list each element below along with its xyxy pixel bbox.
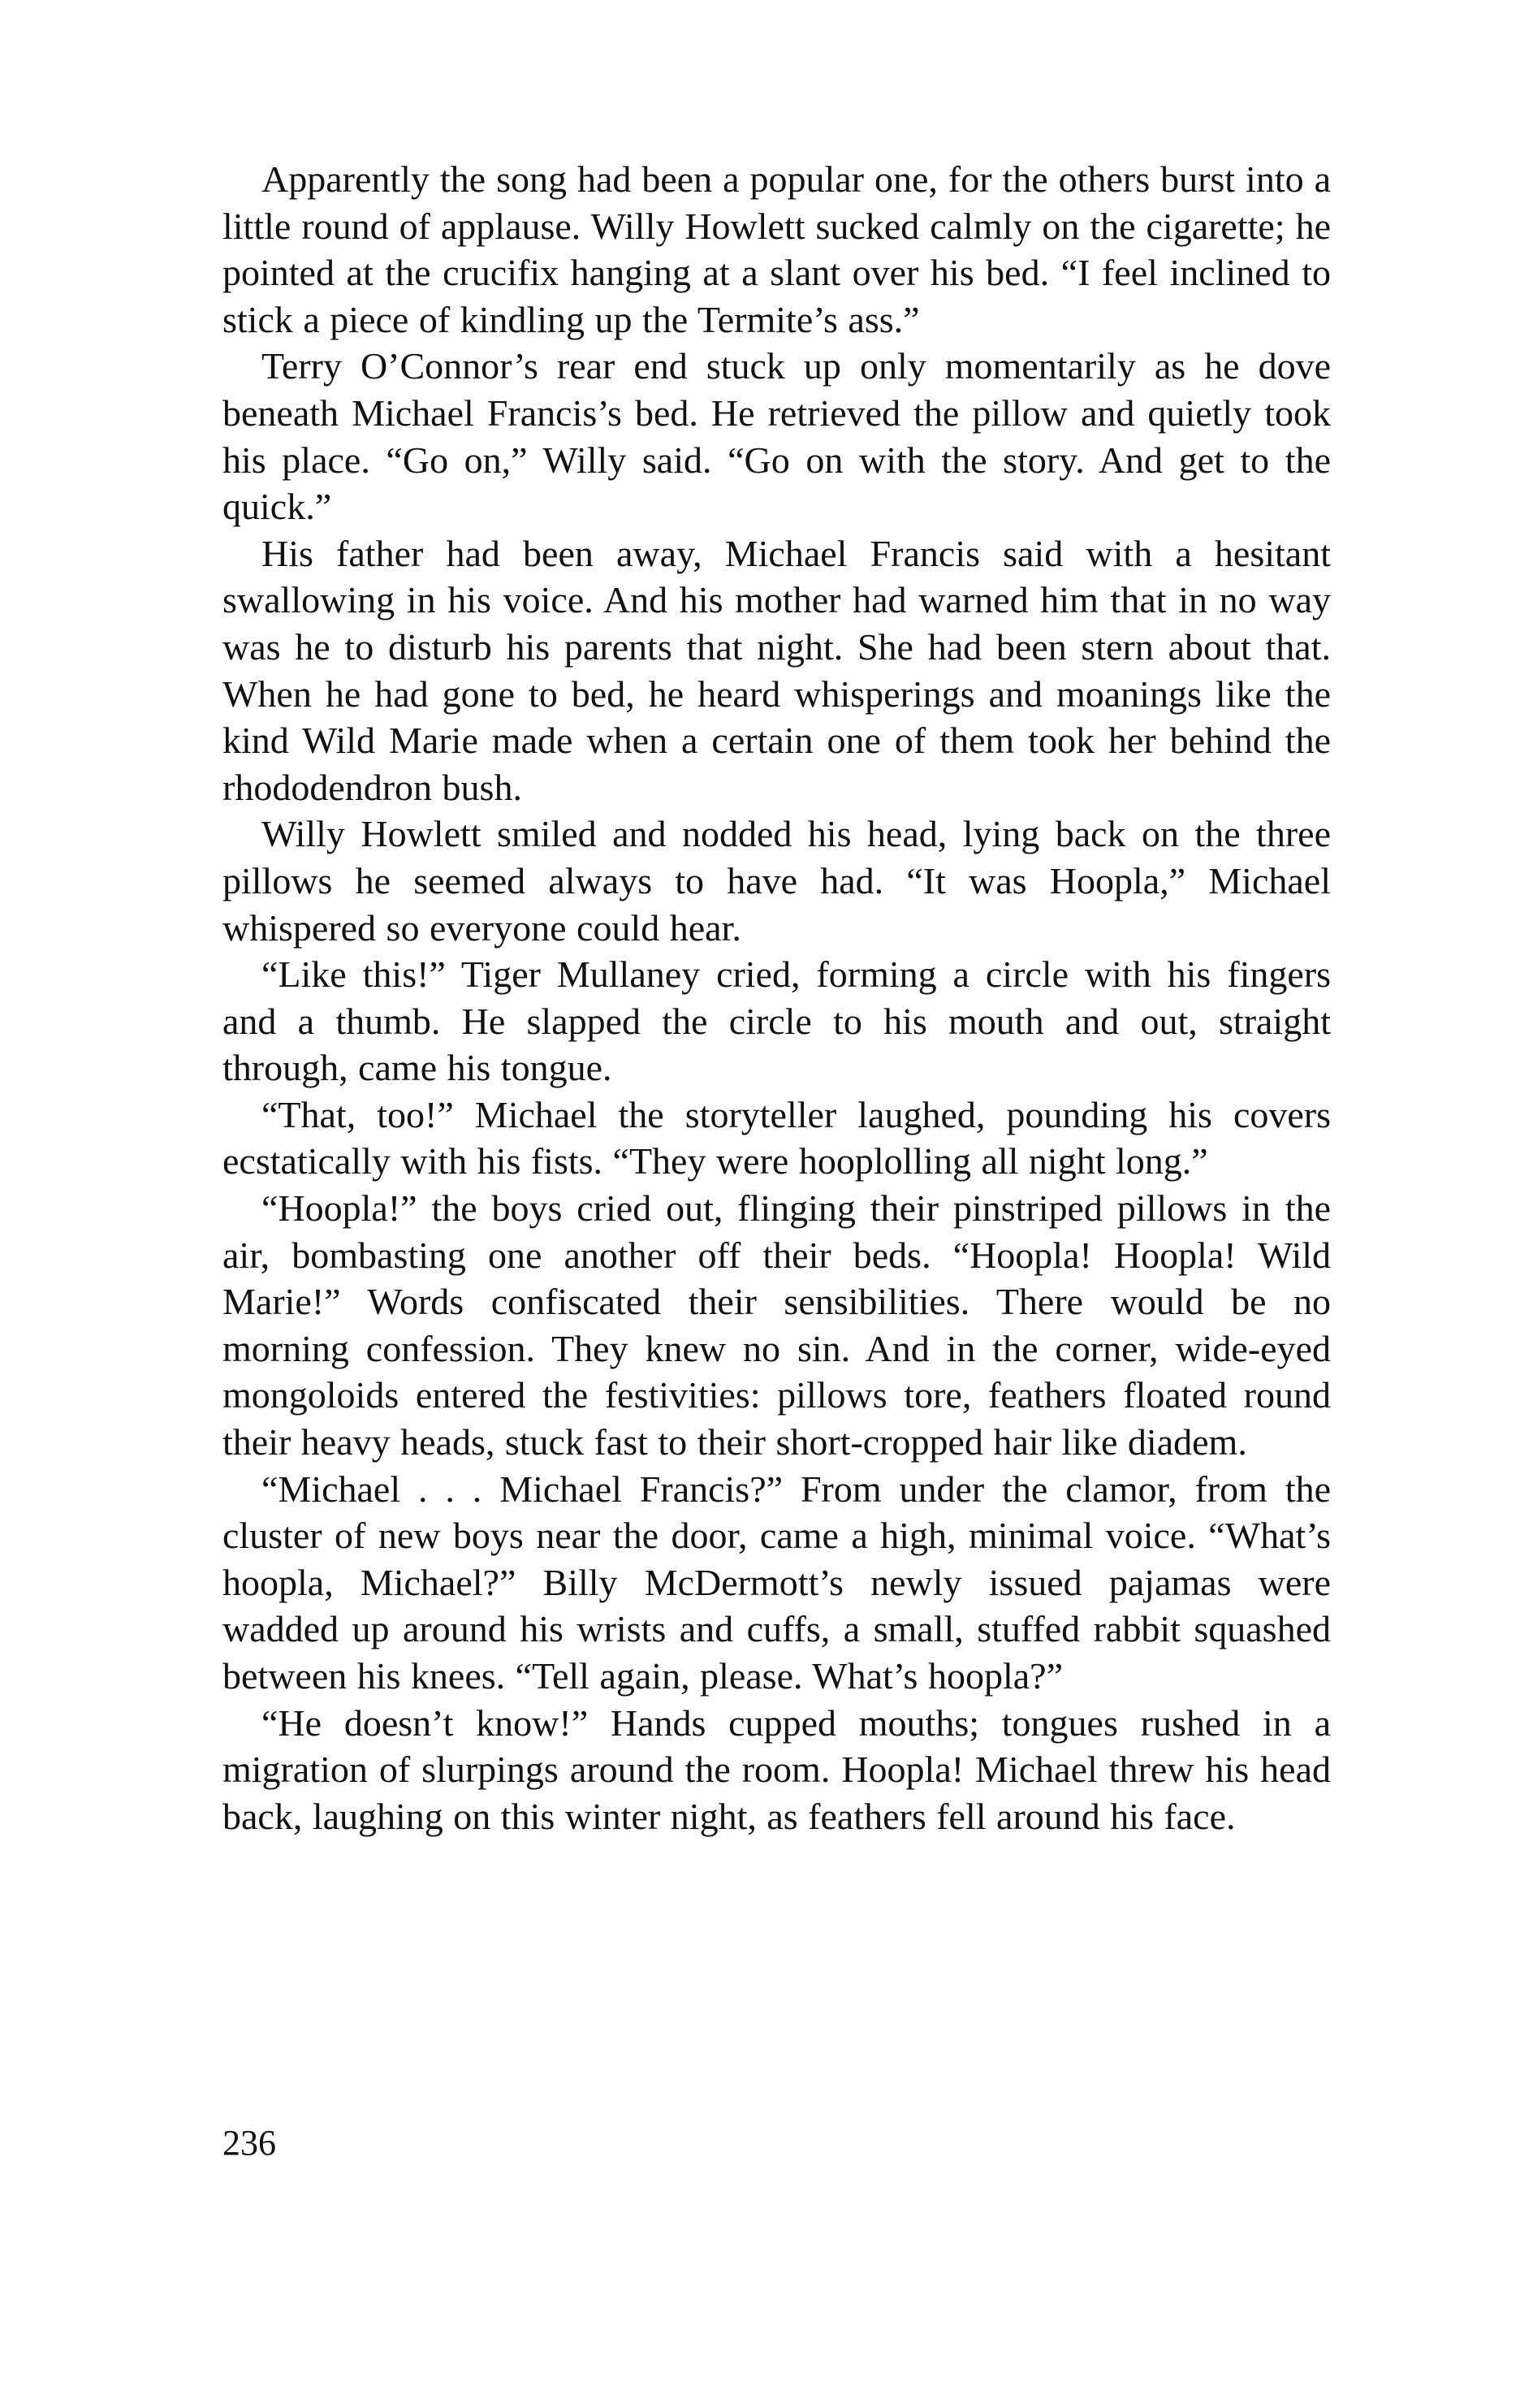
paragraph-9: “He doesn’t know!” Hands cupped mouths; tongues rushed in a migration of slurpings around the room. Hoopla! Michael threw his head back, laughing on this winter night, as feathers fell around his face.: [222, 1701, 1331, 1837]
paragraph-3: His father had been away, Michael Francis said with a hesitant swallowing in his voice. And his mother had warned him that in no way was he to disturb his parents that night. She had been stern about that. When he had gone to bed, he heard whisperings and moanings like the kind Wild Marie made when a certain one of them took her behind the rhododendron bush.: [222, 532, 1331, 808]
paragraph-1: Apparently the song had been a popular one, for the others burst into a little round of applause. Willy Howlett sucked calmly on the cigarette; he pointed at the crucifix hanging at a slant over his bed. “I feel inclined to stick a piece of kindling up the Termite’s ass.”: [222, 158, 1331, 340]
paragraph-4: Willy Howlett smiled and nodded his head, lying back on the three pillows he seemed always to have had. “It was Hoopla,” Michael whispered so everyone could hear.: [222, 813, 1331, 949]
page-number: 236: [222, 2123, 276, 2163]
paragraph-7: “Hoopla!” the boys cried out, flinging their pinstriped pillows in the air, bombasting one another off their beds. “Hoopla! Hoopla! Wild Marie!” Words confiscated their sensibilities. There would be no morning confession. They knew no sin. And in the corner, wide-eyed mongoloids entered the festivities: pillows tore, feathers floated round their heavy heads, stuck fast to their short-cropped hair like diadem.: [222, 1187, 1331, 1463]
paragraph-5: “Like this!” Tiger Mullaney cried, forming a circle with his fingers and a thumb. He slapped the circle to his mouth and out, straight through, came his tongue.: [222, 953, 1331, 1089]
body-text: [222, 156, 1331, 1840]
paragraph-8: “Michael . . . Michael Francis?” From under the clamor, from the cluster of new boys near the door, came a high, minimal voice. “What’s hoopla, Michael?” Billy McDermott’s newly issued pajamas were wadded up around his wrists and cuffs, a small, stuffed rabbit squashed between his knees. “Tell again, please. What’s hoopla?”: [222, 1468, 1331, 1697]
paragraph-2: Terry O’Connor’s rear end stuck up only momentarily as he dove beneath Michael Francis’s bed. He retrieved the pillow and quietly took his place. “Go on,” Willy said. “Go on with the story. And get to the quick.”: [222, 345, 1331, 528]
paragraph-6: “That, too!” Michael the storyteller laughed, pounding his covers ecstatically with his fists. “They were hooplolling all night long.”: [222, 1093, 1331, 1182]
